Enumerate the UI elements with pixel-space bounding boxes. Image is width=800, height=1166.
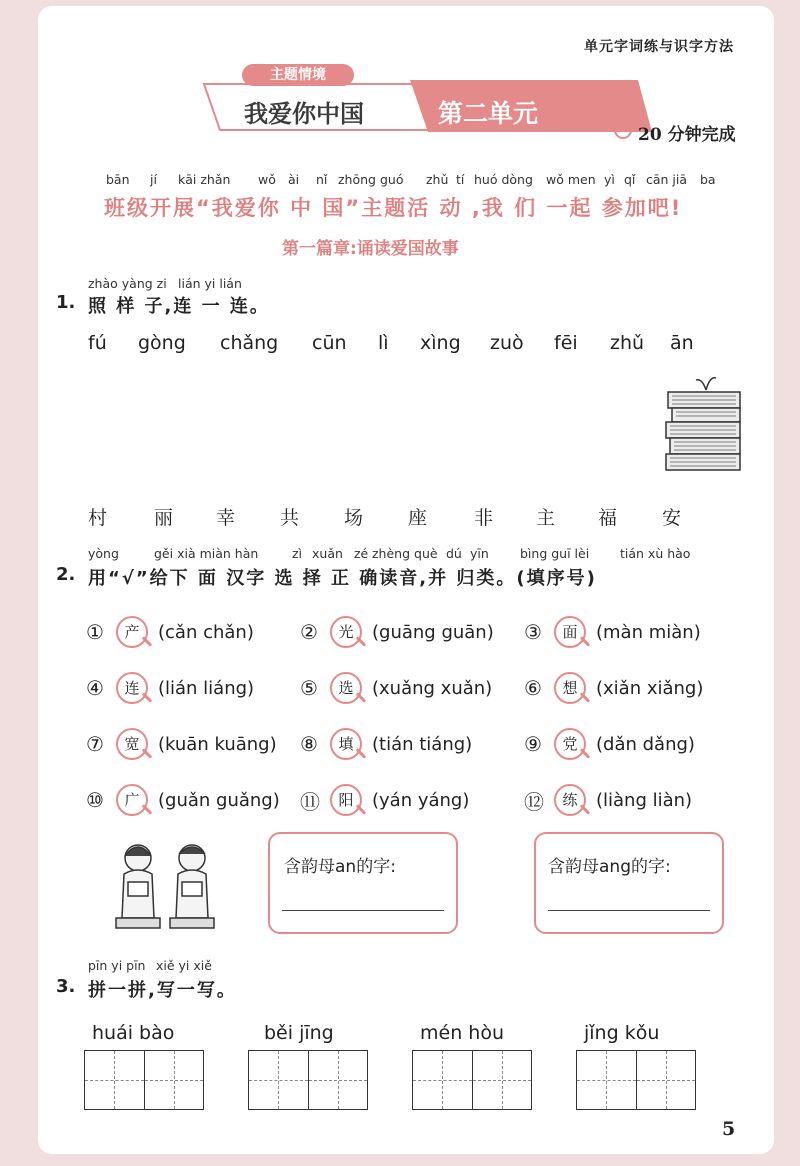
pinyin-syllable: xuǎn <box>312 546 343 561</box>
magnifier-icon: 想 <box>552 670 596 706</box>
pinyin-syllable: zhèng què <box>372 546 438 561</box>
magnifier-icon: 练 <box>552 782 596 818</box>
q1-pinyin-1: zhào yàng zi <box>88 276 167 291</box>
writing-grid[interactable] <box>576 1050 696 1110</box>
q2-prompt: 用“√”给下 面 汉字 选 择 正 确读音,并 归类。(填序号) <box>88 568 597 589</box>
syllable: gòng <box>138 332 186 354</box>
character: 丽 <box>154 507 174 529</box>
q3-pinyin-2: xiě yi xiě <box>156 958 212 973</box>
pinyin-options[interactable]: (kuān kuāng) <box>158 733 277 755</box>
pinyin-syllable: nǐ <box>316 172 328 187</box>
pinyin-syllable: zhǔ <box>426 172 449 187</box>
chapter-title: 第一篇章:诵读爱国故事 <box>282 239 459 259</box>
magnifier-icon: 党 <box>552 726 596 762</box>
q2-item-11: ⑪ 阳 (yán yáng) <box>300 782 469 818</box>
pinyin-syllable: yì <box>604 172 615 187</box>
pinyin-options[interactable]: (tián tiáng) <box>372 733 473 755</box>
pinyin-syllable: qǐ <box>624 172 636 187</box>
answer-box-label: 含韵母ang的字: <box>548 857 671 877</box>
answer-box-label: 含韵母an的字: <box>284 857 396 877</box>
pinyin-syllable: yīn <box>470 546 489 561</box>
pinyin-syllable: ài <box>288 172 300 187</box>
magnifier-icon: 光 <box>328 614 372 650</box>
pinyin-options[interactable]: (lián liáng) <box>158 677 255 699</box>
syllable: lì <box>378 332 389 354</box>
q3-word-pinyin: mén hòu <box>420 1022 504 1044</box>
syllable: zuò <box>490 332 524 354</box>
pinyin-syllable: kāi zhǎn <box>178 172 231 187</box>
q1-prompt: 照 样 子,连 一 连。 <box>88 296 270 317</box>
answer-line <box>282 910 444 911</box>
pinyin-syllable: zé <box>354 546 369 561</box>
writing-grid[interactable] <box>412 1050 532 1110</box>
syllable: xìng <box>420 332 461 354</box>
syllable: ān <box>670 332 694 354</box>
q2-item-10: ⑩ 广 (guǎn guǎng) <box>86 782 280 818</box>
pinyin-options[interactable]: (guāng guān) <box>372 621 494 643</box>
character: 共 <box>280 507 300 529</box>
q2-item-5: ⑤ 选 (xuǎng xuǎn) <box>300 670 492 706</box>
q2-item-8: ⑧ 填 (tián tiáng) <box>300 726 472 762</box>
theme-subtitle-pill: 主题情境 <box>242 64 354 86</box>
character: 场 <box>344 507 364 529</box>
q3-word-pinyin: huái bào <box>92 1022 175 1044</box>
pinyin-options[interactable]: (liàng liàn) <box>596 789 693 811</box>
q1-syllable-row <box>88 332 728 358</box>
q3-number: 3. <box>56 976 76 997</box>
magnifier-icon: 阳 <box>328 782 372 818</box>
q3-word-pinyin: jǐng kǒu <box>584 1022 660 1044</box>
book-stack-illustration <box>662 370 746 474</box>
banner-title: 我爱你中国 <box>244 100 364 128</box>
pinyin-options[interactable]: (xiǎn xiǎng) <box>596 677 704 699</box>
q2-item-1: ① 产 (cǎn chǎn) <box>86 614 254 650</box>
q1-number: 1. <box>56 292 76 313</box>
pinyin-syllable: dú <box>446 546 462 561</box>
pinyin-syllable: ba <box>700 172 716 187</box>
character: 主 <box>536 507 556 529</box>
magnifier-icon: 连 <box>114 670 158 706</box>
q3-pinyin-1: pīn yi pīn <box>88 958 146 973</box>
writing-grid[interactable] <box>84 1050 204 1110</box>
pinyin-syllable: wǒ <box>258 172 276 187</box>
pinyin-syllable: wǒ men <box>546 172 596 187</box>
character: 非 <box>474 507 494 529</box>
unit-title: 第二单元 <box>438 99 539 128</box>
pinyin-syllable: gěi xià miàn hàn <box>154 546 259 561</box>
children-reading-illustration <box>106 834 226 934</box>
pinyin-syllable: huó dòng <box>474 172 533 187</box>
character: 福 <box>598 507 618 529</box>
pinyin-options[interactable]: (màn miàn) <box>596 621 701 643</box>
q2-item-3: ③ 面 (màn miàn) <box>524 614 701 650</box>
alarm-clock-icon <box>612 118 634 140</box>
magnifier-icon: 广 <box>114 782 158 818</box>
q2-item-6: ⑥ 想 (xiǎn xiǎng) <box>524 670 703 706</box>
character: 座 <box>408 507 428 529</box>
worksheet-page <box>38 6 774 1154</box>
pinyin-syllable: zhōng guó <box>338 172 404 187</box>
q3-prompt: 拼一拼,写一写。 <box>88 980 237 1001</box>
pinyin-syllable: bìng guī lèi <box>520 546 590 561</box>
q2-number: 2. <box>56 564 76 585</box>
q2-item-2: ② 光 (guāng guān) <box>300 614 494 650</box>
q2-item-4: ④ 连 (lián liáng) <box>86 670 254 706</box>
syllable: zhǔ <box>610 332 645 354</box>
writing-grid[interactable] <box>248 1050 368 1110</box>
q2-item-12: ⑫ 练 (liàng liàn) <box>524 782 692 818</box>
pinyin-syllable: tí <box>456 172 465 187</box>
character: 村 <box>88 507 108 529</box>
syllable: cūn <box>312 332 347 354</box>
pinyin-options[interactable]: (yán yáng) <box>372 789 470 811</box>
theme-sentence: 班级开展“我爱你 中 国”主题活 动 ,我 们 一起 参加吧! <box>104 196 683 220</box>
pinyin-syllable: tián xù hào <box>620 546 691 561</box>
q2-pinyin <box>88 546 728 562</box>
answer-box-ang[interactable] <box>534 832 724 934</box>
q1-pinyin-2: lián yi lián <box>178 276 242 291</box>
q2-item-7: ⑦ 宽 (kuān kuāng) <box>86 726 277 762</box>
header-label: 单元字词练与识字方法 <box>584 39 734 55</box>
q2-item-9: ⑨ 党 (dǎn dǎng) <box>524 726 695 762</box>
character: 安 <box>662 507 682 529</box>
pinyin-syllable: jí <box>150 172 157 187</box>
magnifier-icon: 宽 <box>114 726 158 762</box>
pinyin-syllable: cān jiā <box>646 172 688 187</box>
syllable: fēi <box>554 332 578 354</box>
magnifier-icon: 产 <box>114 614 158 650</box>
pinyin-syllable: yòng <box>88 546 119 561</box>
pinyin-options[interactable]: (dǎn dǎng) <box>596 733 695 755</box>
character: 幸 <box>216 507 236 529</box>
pinyin-syllable: bān <box>106 172 130 187</box>
pinyin-syllable: zì <box>292 546 303 561</box>
answer-box-an[interactable] <box>268 832 458 934</box>
pinyin-options[interactable]: (cǎn chǎn) <box>158 621 254 643</box>
timer-label: 20 分钟完成 <box>638 125 736 145</box>
pinyin-options[interactable]: (xuǎng xuǎn) <box>372 677 493 699</box>
pinyin-options[interactable]: (guǎn guǎng) <box>158 789 280 811</box>
syllable: fú <box>88 332 107 354</box>
q3-word-pinyin: běi jīng <box>264 1022 334 1044</box>
syllable: chǎng <box>220 332 279 354</box>
magnifier-icon: 填 <box>328 726 372 762</box>
magnifier-icon: 面 <box>552 614 596 650</box>
magnifier-icon: 选 <box>328 670 372 706</box>
answer-line <box>548 910 710 911</box>
page-number: 5 <box>722 1118 736 1140</box>
